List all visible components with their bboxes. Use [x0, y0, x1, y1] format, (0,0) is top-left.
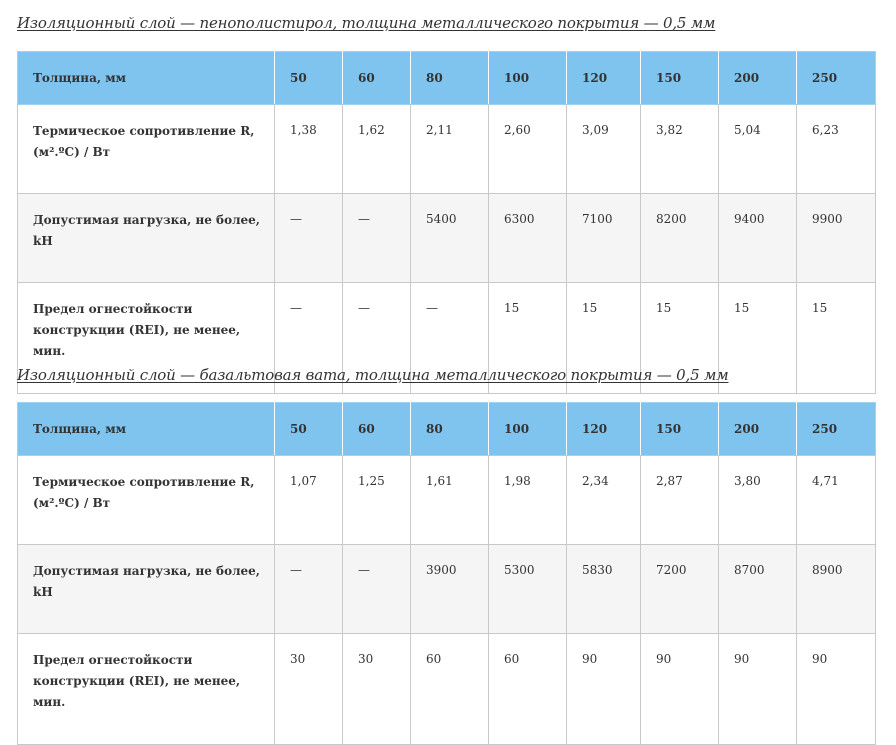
table-cell: 15: [567, 283, 641, 394]
table-cell: 60: [489, 634, 567, 745]
table-cell: 2,87: [641, 456, 719, 545]
header-cell: 80: [411, 52, 489, 105]
row-label: Предел огнестойкости конструкции (REI), не менее, мин.: [18, 634, 275, 745]
table-cell: 15: [719, 283, 797, 394]
table-cell: 8700: [719, 545, 797, 634]
table-cell: 5,04: [719, 105, 797, 194]
table-cell: 3,80: [719, 456, 797, 545]
spec-table-polystyrene: [17, 51, 876, 394]
table-cell: 2,60: [489, 105, 567, 194]
table-header-row: [18, 52, 876, 105]
table-cell: 1,98: [489, 456, 567, 545]
table-cell: 90: [567, 634, 641, 745]
row-label: Предел огнестойкости конструкции (REI), не менее, мин.: [18, 283, 275, 394]
table-cell: 7100: [567, 194, 641, 283]
table-cell: 2,11: [411, 105, 489, 194]
table-cell: 2,34: [567, 456, 641, 545]
table-cell: —: [275, 545, 343, 634]
spec-table-basalt-wool: [17, 402, 876, 745]
table-cell: 60: [411, 634, 489, 745]
header-cell: 100: [489, 52, 567, 105]
table-cell: 4,71: [797, 456, 876, 545]
table-row: [18, 194, 876, 283]
table-cell: 90: [797, 634, 876, 745]
table-cell: 6,23: [797, 105, 876, 194]
table-cell: 9400: [719, 194, 797, 283]
table-row: [18, 634, 876, 745]
header-cell: 60: [343, 52, 411, 105]
table-cell: —: [411, 283, 489, 394]
table-cell: 9900: [797, 194, 876, 283]
header-cell: 200: [719, 403, 797, 456]
table-cell: 30: [275, 634, 343, 745]
table-cell: 15: [489, 283, 567, 394]
table-cell: 8900: [797, 545, 876, 634]
table-cell: 1,62: [343, 105, 411, 194]
table-cell: 7200: [641, 545, 719, 634]
table-cell: 5830: [567, 545, 641, 634]
table-cell: 8200: [641, 194, 719, 283]
table-cell: 90: [641, 634, 719, 745]
header-cell: 50: [275, 403, 343, 456]
table-caption-polystyrene: Изоляционный слой — пенополистирол, толщина металлического покрытия — 0,5 мм: [17, 14, 716, 32]
header-cell: 200: [719, 52, 797, 105]
table-cell: —: [275, 194, 343, 283]
table-cell: 30: [343, 634, 411, 745]
table-cell: 6300: [489, 194, 567, 283]
table-cell: 5300: [489, 545, 567, 634]
header-cell: 250: [797, 52, 876, 105]
table-cell: 3,09: [567, 105, 641, 194]
row-label: Допустимая нагрузка, не более, kH: [18, 194, 275, 283]
header-cell: 50: [275, 52, 343, 105]
table-cell: 1,07: [275, 456, 343, 545]
table-row: [18, 456, 876, 545]
table-caption-basalt-wool: Изоляционный слой — базальтовая вата, толщина металлического покрытия — 0,5 мм: [17, 366, 729, 384]
table-cell: 3900: [411, 545, 489, 634]
table-cell: —: [275, 283, 343, 394]
header-cell: Толщина, мм: [18, 403, 275, 456]
table-cell: 15: [797, 283, 876, 394]
table-cell: 1,38: [275, 105, 343, 194]
row-label: Термическое сопротивление R, (м².ºС) / Вт: [18, 105, 275, 194]
row-label: Допустимая нагрузка, не более, kH: [18, 545, 275, 634]
table-cell: 90: [719, 634, 797, 745]
header-cell: 250: [797, 403, 876, 456]
table-cell: 5400: [411, 194, 489, 283]
header-cell: 80: [411, 403, 489, 456]
table-cell: 1,25: [343, 456, 411, 545]
table-row: [18, 545, 876, 634]
table-header-row: [18, 403, 876, 456]
row-label: Термическое сопротивление R, (м².ºС) / Вт: [18, 456, 275, 545]
table-row: [18, 105, 876, 194]
header-cell: 150: [641, 403, 719, 456]
header-cell: Толщина, мм: [18, 52, 275, 105]
header-cell: 100: [489, 403, 567, 456]
header-cell: 150: [641, 52, 719, 105]
table-cell: —: [343, 545, 411, 634]
table-cell: 15: [641, 283, 719, 394]
table-cell: 3,82: [641, 105, 719, 194]
header-cell: 120: [567, 52, 641, 105]
table-cell: —: [343, 194, 411, 283]
table-cell: 1,61: [411, 456, 489, 545]
header-cell: 60: [343, 403, 411, 456]
table-cell: —: [343, 283, 411, 394]
header-cell: 120: [567, 403, 641, 456]
